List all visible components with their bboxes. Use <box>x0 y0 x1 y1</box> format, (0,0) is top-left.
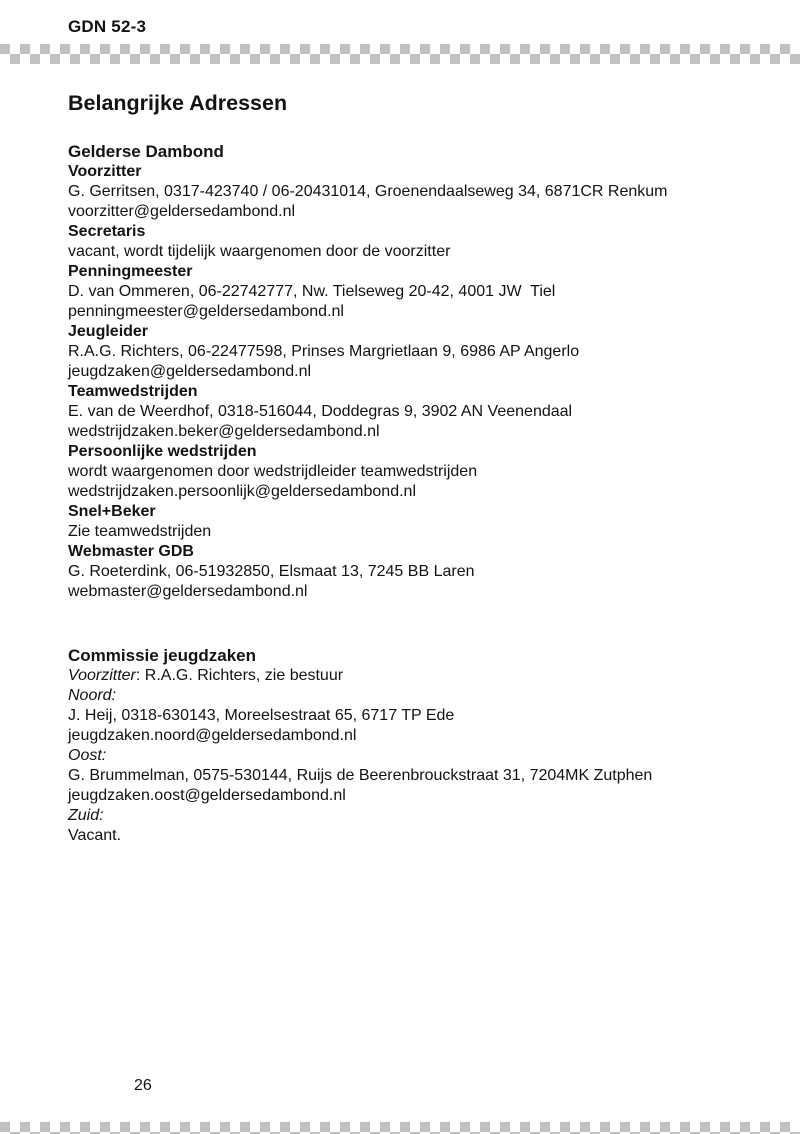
contact-line: J. Heij, 0318-630143, Moreelsestraat 65, 6717 TP Ede <box>68 707 455 724</box>
section-heading: Commissie jeugdzaken <box>68 646 257 665</box>
section-commissie-jeugdzaken <box>68 646 748 846</box>
region-label: Zuid: <box>68 807 104 824</box>
doc-code: GDN 52-3 <box>68 17 147 36</box>
email-address: webmaster@geldersedambond.nl <box>68 583 308 600</box>
section-gelderse-dambond <box>68 142 748 602</box>
contact-entry <box>68 262 748 322</box>
contact-line: E. van de Weerdhof, 0318-516044, Doddegras 9, 3902 AN Veenendaal <box>68 403 573 420</box>
page-title: Belangrijke Adressen <box>68 91 288 115</box>
contact-entry <box>68 322 748 382</box>
contact-entry <box>68 542 748 602</box>
contact-line: Vacant. <box>68 827 122 844</box>
page-number: 26 <box>134 1077 152 1094</box>
contact-entry <box>68 162 748 222</box>
role-heading: Secretaris <box>68 223 146 240</box>
role-heading: Penningmeester <box>68 263 193 280</box>
contact-entry <box>68 442 748 502</box>
role-heading: Snel+Beker <box>68 503 156 520</box>
region-label: Voorzitter <box>68 667 136 684</box>
role-heading: Webmaster GDB <box>68 543 194 560</box>
committee-entry <box>68 806 748 846</box>
contact-line: wordt waargenomen door wedstrijdleider teamwedstrijden <box>68 463 478 480</box>
role-heading: Persoonlijke wedstrijden <box>68 443 257 460</box>
email-address: voorzitter@geldersedambond.nl <box>68 203 296 220</box>
email-address: jeugdzaken@geldersedambond.nl <box>68 363 312 380</box>
email-address: wedstrijdzaken.beker@geldersedambond.nl <box>68 423 380 440</box>
committee-entry <box>68 666 748 686</box>
committee-entry <box>68 686 748 746</box>
committee-line <box>68 666 748 686</box>
section-heading: Gelderse Dambond <box>68 142 224 161</box>
role-heading: Teamwedstrijden <box>68 383 198 400</box>
contact-line: D. van Ommeren, 06-22742777, Nw. Tielseweg 20-42, 4001 JW Tiel <box>68 283 556 300</box>
contact-line: G. Brummelman, 0575-530144, Ruijs de Beerenbrouckstraat 31, 7204MK Zutphen <box>68 767 653 784</box>
contact-line: G. Roeterdink, 06-51932850, Elsmaat 13, 7245 BB Laren <box>68 563 475 580</box>
role-heading: Voorzitter <box>68 163 142 180</box>
email-address: jeugdzaken.noord@geldersedambond.nl <box>68 727 357 744</box>
page-content <box>68 90 748 846</box>
region-label: Oost: <box>68 747 107 764</box>
email-address: wedstrijdzaken.persoonlijk@geldersedambond.nl <box>68 483 416 500</box>
checker-band-bottom <box>0 1122 800 1134</box>
contact-entry <box>68 382 748 442</box>
role-heading: Jeugleider <box>68 323 149 340</box>
contact-line: vacant, wordt tijdelijk waargenomen door de voorzitter <box>68 243 451 260</box>
checker-band-top <box>0 44 800 64</box>
contact-entry <box>68 222 748 262</box>
email-address: penningmeester@geldersedambond.nl <box>68 303 344 320</box>
contact-line: Zie teamwedstrijden <box>68 523 212 540</box>
email-address: jeugdzaken.oost@geldersedambond.nl <box>68 787 346 804</box>
contact-entry <box>68 502 748 542</box>
contact-line: G. Gerritsen, 0317-423740 / 06-20431014, Groenendaalseweg 34, 6871CR Renkum <box>68 183 668 200</box>
region-label: Noord: <box>68 687 117 704</box>
committee-text: : R.A.G. Richters, zie bestuur <box>135 667 344 684</box>
contact-line: R.A.G. Richters, 06-22477598, Prinses Margrietlaan 9, 6986 AP Angerlo <box>68 343 580 360</box>
committee-entry <box>68 746 748 806</box>
